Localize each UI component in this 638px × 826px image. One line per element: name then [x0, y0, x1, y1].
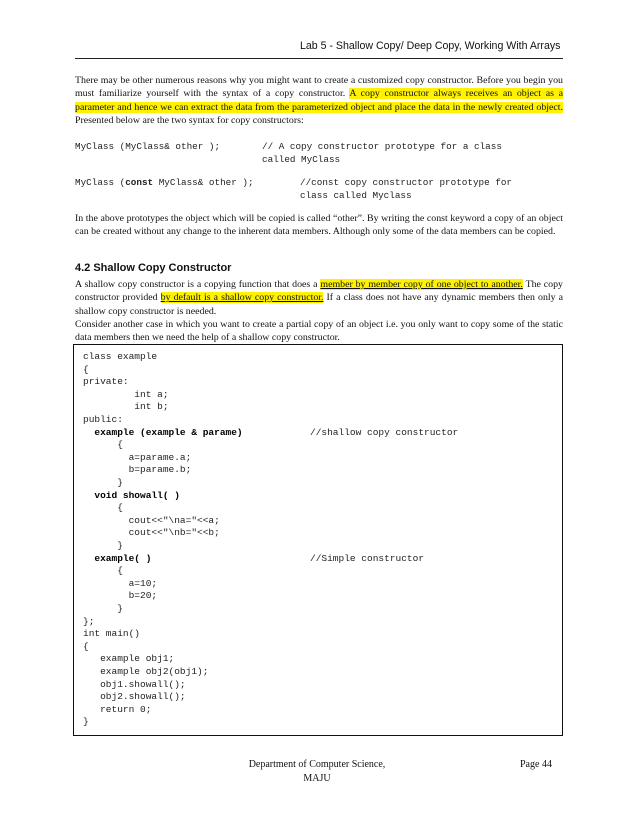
code-line: obj2.showall();	[83, 691, 186, 703]
code-line: }	[83, 540, 123, 551]
code-line: example obj2(obj1);	[83, 666, 209, 677]
syntax-2-comment-line2: class called Myclass	[300, 190, 412, 201]
code-line: cout<<"\nb="<<b;	[83, 527, 220, 539]
code-line: a=parame.a;	[83, 451, 192, 463]
code-line: private:	[83, 376, 129, 388]
para3-text-2: The copy constructor provided	[75, 279, 563, 304]
code-line: obj1.showall();	[83, 678, 186, 690]
syntax-2-const-keyword: const	[125, 177, 154, 188]
partial-copy-paragraph: Consider another case in which you want to create a partial copy of an object i.e. you only want to copy some of the static data members then we need the help of a shallow copy constructor.	[75, 319, 563, 344]
shallow-copy-paragraph	[75, 278, 563, 318]
footer-dept-line1: Department of Computer Science,	[248, 759, 386, 770]
code-line: }	[83, 603, 123, 614]
footer-page-number: Page 44	[520, 759, 552, 770]
syntax-1-comment-line1: // A copy constructor prototype for a class	[262, 141, 502, 152]
syntax-2-code-pre: MyClass (	[75, 177, 126, 188]
code-line: {	[83, 439, 123, 451]
syntax-1-comment-line2: called MyClass	[262, 154, 341, 165]
code-line: }	[83, 477, 123, 488]
code-line: b=parame.b;	[83, 464, 192, 476]
intro-text-a: There may be other numerous reasons why you might want to create a customized copy constructor. Before you begin you must familiarize yourself with the syntax of a copy constructor.	[75, 75, 563, 100]
intro-highlight: A copy constructor always receives an object as a parameter and hence we can extract the data from the parameterized object and place the data in the newly created object.	[75, 88, 563, 113]
code-line: {	[83, 565, 123, 577]
code-line: example obj1;	[83, 653, 175, 665]
code-line: };	[83, 615, 95, 627]
syntax-2-comment-line1: //const copy constructor prototype for	[300, 177, 513, 188]
code-line: int main()	[83, 628, 141, 640]
code-line: {	[83, 363, 89, 375]
para3-text-3: If a class does not have any dynamic members then only a shallow copy constructor is needed.	[75, 292, 563, 317]
footer-department	[232, 758, 402, 786]
prototypes-paragraph: In the above prototypes the object which will be copied is called “other”. By writing the const keyword a copy of an object can be created without any change to the inherent data members. Although only some of the data members can be copied.	[75, 213, 563, 238]
code-line: cout<<"\na="<<a;	[83, 514, 220, 526]
code-line: class example	[83, 351, 158, 362]
code-line: b=20;	[83, 590, 158, 602]
para3-highlight-2: by default is a shallow copy constructor.	[160, 292, 324, 304]
para3-highlight-1: member by member copy of one object to another.	[320, 279, 523, 290]
code-line: void showall( )	[83, 489, 180, 501]
header-rule	[75, 58, 563, 59]
intro-text-b: Presented below are the two syntax for copy constructors:	[75, 115, 304, 127]
code-comment-shallow: //shallow copy constructor	[310, 426, 459, 438]
code-line: public:	[83, 414, 123, 425]
page-header: Lab 5 - Shallow Copy/ Deep Copy, Working With Arrays	[300, 40, 561, 52]
code-line: int b;	[83, 401, 169, 413]
syntax-1-code: MyClass (MyClass& other );	[75, 141, 221, 152]
syntax-2-code-post: MyClass& other );	[153, 177, 254, 188]
footer-dept-line2: MAJU	[303, 773, 331, 784]
code-line: int a;	[83, 388, 169, 400]
code-line: example( )	[83, 552, 152, 564]
code-line: a=10;	[83, 577, 158, 589]
code-line: example (example & parame)	[83, 426, 243, 438]
section-heading: 4.2 Shallow Copy Constructor	[75, 262, 232, 274]
code-line: {	[83, 640, 89, 652]
syntax-2-code	[75, 176, 254, 189]
para3-text-1: A shallow copy constructor is a copying function that does a	[75, 279, 321, 290]
code-line: return 0;	[83, 703, 152, 715]
code-listing-box	[73, 344, 563, 736]
code-comment-simple: //Simple constructor	[310, 552, 425, 564]
code-line: }	[83, 716, 89, 728]
intro-paragraph	[75, 74, 563, 128]
code-line: {	[83, 502, 123, 514]
